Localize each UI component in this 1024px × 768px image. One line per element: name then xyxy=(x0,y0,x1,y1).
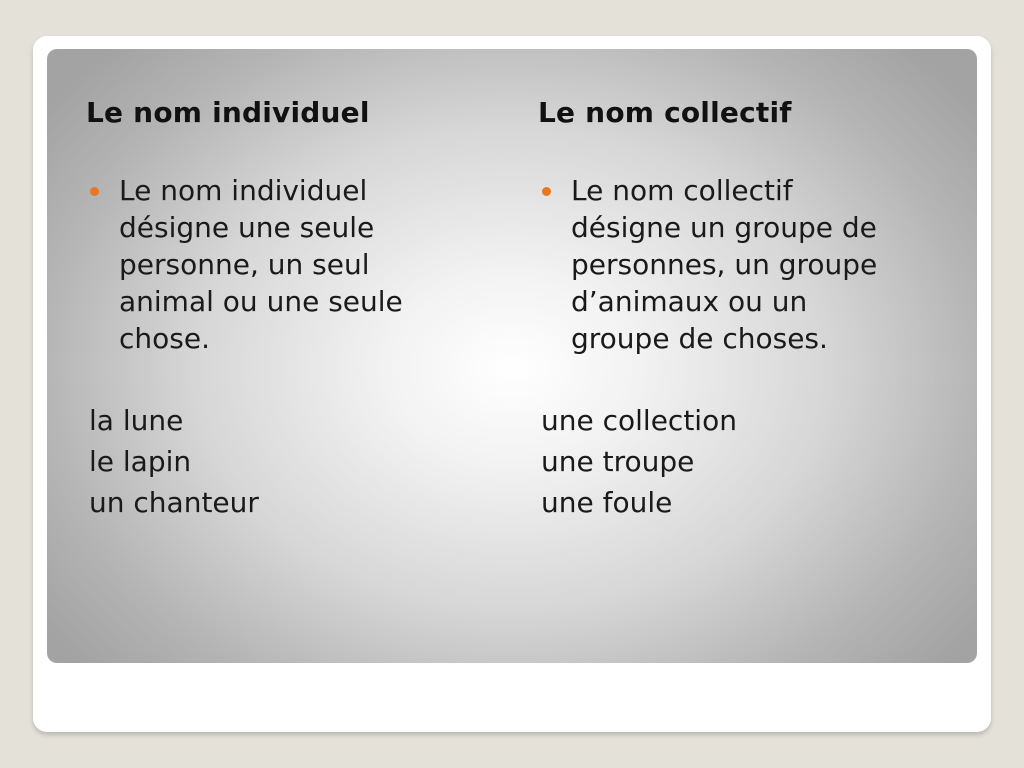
left-column-heading: Le nom individuel xyxy=(86,96,370,129)
example-item: une foule xyxy=(541,486,673,519)
right-column-examples xyxy=(541,400,737,523)
left-column-bullet-text: Le nom individuel désigne une seule personne, un seul animal ou une seule chose. xyxy=(119,174,403,355)
left-column-bullet xyxy=(86,172,403,357)
bullet-dot-icon xyxy=(90,187,99,196)
example-item: une collection xyxy=(541,404,737,437)
left-column-examples xyxy=(89,400,259,523)
bullet-dot-icon xyxy=(542,187,551,196)
example-item: un chanteur xyxy=(89,486,259,519)
example-item: la lune xyxy=(89,404,184,437)
example-item: le lapin xyxy=(89,445,192,478)
example-item: une troupe xyxy=(541,445,695,478)
right-column-bullet xyxy=(538,172,877,357)
right-column-bullet-text: Le nom collectif désigne un groupe de personnes, un groupe d’animaux ou un groupe de choses. xyxy=(571,174,878,355)
right-column-heading: Le nom collectif xyxy=(538,96,792,129)
